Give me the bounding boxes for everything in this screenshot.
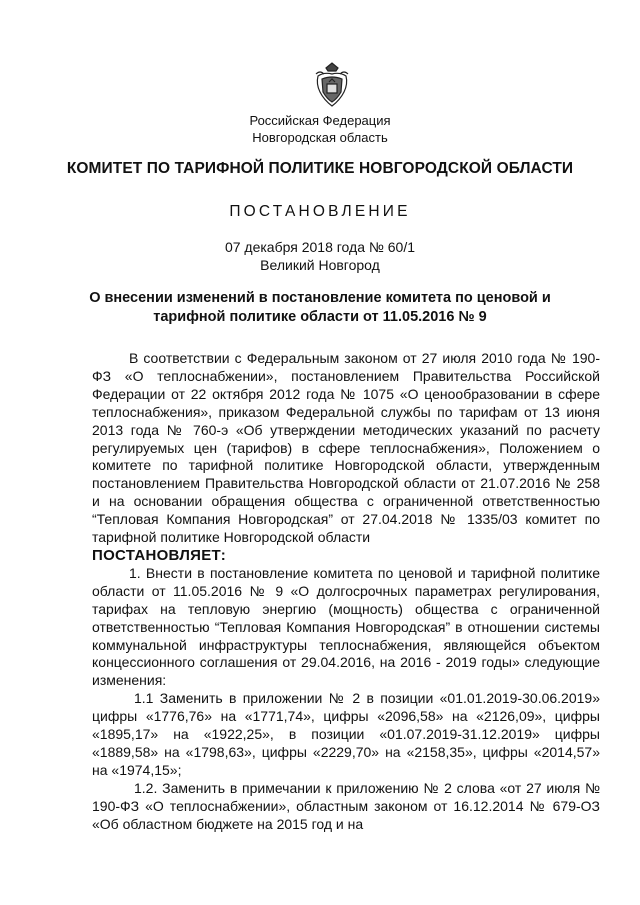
- document-subject: [0, 289, 640, 327]
- date-number: 07 декабря 2018 года № 60/1: [224, 239, 416, 255]
- subject-line-1: О внесении изменений в постановление комитета по ценовой и: [89, 290, 551, 306]
- item-1-paragraph: 1. Внести в постановление комитета по ценовой и тарифной политике области от 11.05.2016 № 9 «О долгосрочных параметрах регулирования, тарифах на тепловую энергию (мощность) общества с ограниченной ответственностью “Тепловая Компания Новгородская” в отношении системы коммунальной инфраструктуры теплоснабжения, являющейся объектом концессионного соглашения от 29.04.2016, на 2016 - 2019 годы» следующие изменения:: [92, 564, 600, 689]
- region-name: Новгородская область: [252, 130, 388, 145]
- preamble-paragraph: В соответствии с Федеральным законом от 27 июля 2010 года № 190-ФЗ «О теплоснабжении», постановлением Правительства Российской Федерации от 22 октября 2012 года № 1075 «О ценообразовании в сфере теплоснабжения», приказом Федеральной службы по тарифам от 13 июня 2013 года № 760-э «Об утверждении методических указаний по расчету регулируемых цен (тарифов) в сфере теплоснабжения», Положением о комитете по тарифной политике Новгородской области, утвержденным постановлением Правительства Новгородской области от 21.07.2016 № 258 и на основании обращения общества с ограниченной ответственностью “Тепловая Компания Новгородская” от 27.04.2018 № 1335/03 комитет по тарифной политике Новгородской области: [92, 350, 600, 546]
- resolves-heading: ПОСТАНОВЛЯЕТ:: [92, 546, 227, 564]
- subject-line-2: тарифной политике области от 11.05.2016 № 9: [153, 309, 487, 325]
- document-type: ПОСТАНОВЛЕНИЕ: [229, 203, 411, 220]
- country-region: [0, 112, 640, 146]
- document-body: [92, 350, 600, 833]
- item-1-2-paragraph: 1.2. Заменить в примечании к приложению № 2 слова «от 27 июля № 190-ФЗ «О теплоснабжении», областным законом от 16.12.2014 № 679-ОЗ «Об областном бюджете на 2015 год и на: [92, 779, 600, 832]
- committee-title: КОМИТЕТ ПО ТАРИФНОЙ ПОЛИТИКЕ НОВГОРОДСКОЙ ОБЛАСТИ: [66, 160, 574, 177]
- date-and-place: [0, 238, 640, 274]
- coat-of-arms-icon: [314, 62, 350, 108]
- city-name: Великий Новгород: [260, 257, 380, 273]
- item-1-1-paragraph: 1.1 Заменить в приложении № 2 в позиции «01.01.2019-30.06.2019» цифры «1776,76» на «1771,74», цифры «2096,58» на «2126,09», цифры «1895,17» на «1922,25», в позиции «01.07.2019-31.12.2019» цифры «1889,58» на «1798,63», цифры «2229,70» на «2158,35», цифры «2014,57» на «1974,15»;: [92, 690, 600, 778]
- country-name: Российская Федерация: [249, 113, 391, 128]
